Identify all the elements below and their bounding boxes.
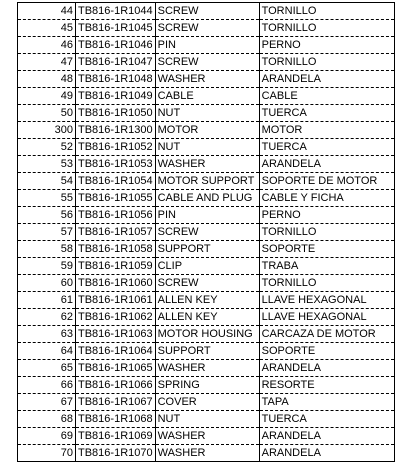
- part-code-cell: TB816-1R1061: [76, 292, 156, 309]
- table-row: [18, 190, 395, 207]
- item-number-cell: 44: [18, 3, 76, 20]
- table-row: [18, 20, 395, 37]
- spanish-name-cell: CABLE Y FICHA: [259, 190, 394, 207]
- spanish-name-cell: CARCAZA DE MOTOR: [259, 326, 394, 343]
- part-code-cell: TB816-1R1056: [76, 207, 156, 224]
- item-number-cell: 47: [18, 54, 76, 71]
- part-code-cell: TB816-1R1044: [76, 3, 156, 20]
- spanish-name-cell: LLAVE HEXAGONAL: [259, 309, 394, 326]
- spanish-name-cell: ARANDELA: [259, 360, 394, 377]
- spanish-name-cell: PERNO: [259, 37, 394, 54]
- english-name-cell: PIN: [155, 37, 259, 54]
- item-number-cell: 49: [18, 88, 76, 105]
- table-row: [18, 360, 395, 377]
- item-number-cell: 62: [18, 309, 76, 326]
- table-row: [18, 292, 395, 309]
- english-name-cell: NUT: [155, 411, 259, 428]
- english-name-cell: WASHER: [155, 71, 259, 88]
- part-code-cell: TB816-1R1049: [76, 88, 156, 105]
- part-code-cell: TB816-1R1063: [76, 326, 156, 343]
- table-row: [18, 37, 395, 54]
- part-code-cell: TB816-1R1047: [76, 54, 156, 71]
- spanish-name-cell: PERNO: [259, 207, 394, 224]
- table-row: [18, 54, 395, 71]
- table-row: [18, 428, 395, 445]
- item-number-cell: 67: [18, 394, 76, 411]
- item-number-cell: 58: [18, 241, 76, 258]
- english-name-cell: ALLEN KEY: [155, 292, 259, 309]
- item-number-cell: 55: [18, 190, 76, 207]
- table-row: [18, 122, 395, 139]
- part-code-cell: TB816-1R1069: [76, 428, 156, 445]
- table-row: [18, 411, 395, 428]
- part-code-cell: TB816-1R1060: [76, 275, 156, 292]
- table-row: [18, 258, 395, 275]
- english-name-cell: SCREW: [155, 54, 259, 71]
- item-number-cell: 48: [18, 71, 76, 88]
- item-number-cell: 54: [18, 173, 76, 190]
- english-name-cell: WASHER: [155, 156, 259, 173]
- parts-table-body: [18, 3, 395, 462]
- part-code-cell: TB816-1R1048: [76, 71, 156, 88]
- part-code-cell: TB816-1R1059: [76, 258, 156, 275]
- spanish-name-cell: TRABA: [259, 258, 394, 275]
- part-code-cell: TB816-1R1054: [76, 173, 156, 190]
- item-number-cell: 53: [18, 156, 76, 173]
- table-row: [18, 275, 395, 292]
- english-name-cell: CABLE AND PLUG: [155, 190, 259, 207]
- part-code-cell: TB816-1R1062: [76, 309, 156, 326]
- table-row: [18, 445, 395, 462]
- table-row: [18, 224, 395, 241]
- english-name-cell: MOTOR SUPPORT: [155, 173, 259, 190]
- part-code-cell: TB816-1R1070: [76, 445, 156, 462]
- spanish-name-cell: TAPA: [259, 394, 394, 411]
- english-name-cell: WASHER: [155, 445, 259, 462]
- spanish-name-cell: SOPORTE: [259, 343, 394, 360]
- spanish-name-cell: SOPORTE DE MOTOR: [259, 173, 394, 190]
- english-name-cell: NUT: [155, 139, 259, 156]
- english-name-cell: MOTOR: [155, 122, 259, 139]
- item-number-cell: 50: [18, 105, 76, 122]
- spanish-name-cell: ARANDELA: [259, 428, 394, 445]
- english-name-cell: SUPPORT: [155, 241, 259, 258]
- spanish-name-cell: SOPORTE: [259, 241, 394, 258]
- spanish-name-cell: TUERCA: [259, 139, 394, 156]
- part-code-cell: TB816-1R1065: [76, 360, 156, 377]
- table-row: [18, 105, 395, 122]
- item-number-cell: 61: [18, 292, 76, 309]
- english-name-cell: WASHER: [155, 428, 259, 445]
- item-number-cell: 60: [18, 275, 76, 292]
- table-row: [18, 173, 395, 190]
- table-row: [18, 394, 395, 411]
- item-number-cell: 59: [18, 258, 76, 275]
- table-row: [18, 377, 395, 394]
- spanish-name-cell: TORNILLO: [259, 224, 394, 241]
- english-name-cell: SUPPORT: [155, 343, 259, 360]
- english-name-cell: MOTOR HOUSING: [155, 326, 259, 343]
- english-name-cell: CLIP: [155, 258, 259, 275]
- item-number-cell: 52: [18, 139, 76, 156]
- item-number-cell: 63: [18, 326, 76, 343]
- table-row: [18, 139, 395, 156]
- item-number-cell: 57: [18, 224, 76, 241]
- english-name-cell: SPRING: [155, 377, 259, 394]
- spanish-name-cell: MOTOR: [259, 122, 394, 139]
- item-number-cell: 46: [18, 37, 76, 54]
- english-name-cell: SCREW: [155, 3, 259, 20]
- part-code-cell: TB816-1R1067: [76, 394, 156, 411]
- part-code-cell: TB816-1R1064: [76, 343, 156, 360]
- table-row: [18, 241, 395, 258]
- table-row: [18, 71, 395, 88]
- table-row: [18, 3, 395, 20]
- table-row: [18, 156, 395, 173]
- part-code-cell: TB816-1R1055: [76, 190, 156, 207]
- part-code-cell: TB816-1R1046: [76, 37, 156, 54]
- spanish-name-cell: LLAVE HEXAGONAL: [259, 292, 394, 309]
- english-name-cell: WASHER: [155, 360, 259, 377]
- english-name-cell: SCREW: [155, 20, 259, 37]
- spanish-name-cell: ARANDELA: [259, 156, 394, 173]
- item-number-cell: 70: [18, 445, 76, 462]
- spanish-name-cell: CABLE: [259, 88, 394, 105]
- item-number-cell: 300: [18, 122, 76, 139]
- item-number-cell: 68: [18, 411, 76, 428]
- part-code-cell: TB816-1R1057: [76, 224, 156, 241]
- part-code-cell: TB816-1R1053: [76, 156, 156, 173]
- table-row: [18, 343, 395, 360]
- spanish-name-cell: TORNILLO: [259, 275, 394, 292]
- item-number-cell: 64: [18, 343, 76, 360]
- english-name-cell: CABLE: [155, 88, 259, 105]
- part-code-cell: TB816-1R1300: [76, 122, 156, 139]
- item-number-cell: 56: [18, 207, 76, 224]
- english-name-cell: COVER: [155, 394, 259, 411]
- english-name-cell: ALLEN KEY: [155, 309, 259, 326]
- spanish-name-cell: TUERCA: [259, 105, 394, 122]
- spanish-name-cell: ARANDELA: [259, 445, 394, 462]
- part-code-cell: TB816-1R1058: [76, 241, 156, 258]
- spanish-name-cell: TORNILLO: [259, 54, 394, 71]
- item-number-cell: 45: [18, 20, 76, 37]
- spanish-name-cell: TORNILLO: [259, 3, 394, 20]
- part-code-cell: TB816-1R1068: [76, 411, 156, 428]
- part-code-cell: TB816-1R1066: [76, 377, 156, 394]
- table-row: [18, 326, 395, 343]
- parts-table: [17, 2, 395, 462]
- english-name-cell: NUT: [155, 105, 259, 122]
- spanish-name-cell: RESORTE: [259, 377, 394, 394]
- english-name-cell: SCREW: [155, 224, 259, 241]
- spanish-name-cell: TUERCA: [259, 411, 394, 428]
- spanish-name-cell: TORNILLO: [259, 20, 394, 37]
- part-code-cell: TB816-1R1050: [76, 105, 156, 122]
- item-number-cell: 66: [18, 377, 76, 394]
- english-name-cell: PIN: [155, 207, 259, 224]
- item-number-cell: 65: [18, 360, 76, 377]
- table-row: [18, 309, 395, 326]
- item-number-cell: 69: [18, 428, 76, 445]
- part-code-cell: TB816-1R1052: [76, 139, 156, 156]
- part-code-cell: TB816-1R1045: [76, 20, 156, 37]
- table-row: [18, 207, 395, 224]
- spanish-name-cell: ARANDELA: [259, 71, 394, 88]
- table-row: [18, 88, 395, 105]
- english-name-cell: SCREW: [155, 275, 259, 292]
